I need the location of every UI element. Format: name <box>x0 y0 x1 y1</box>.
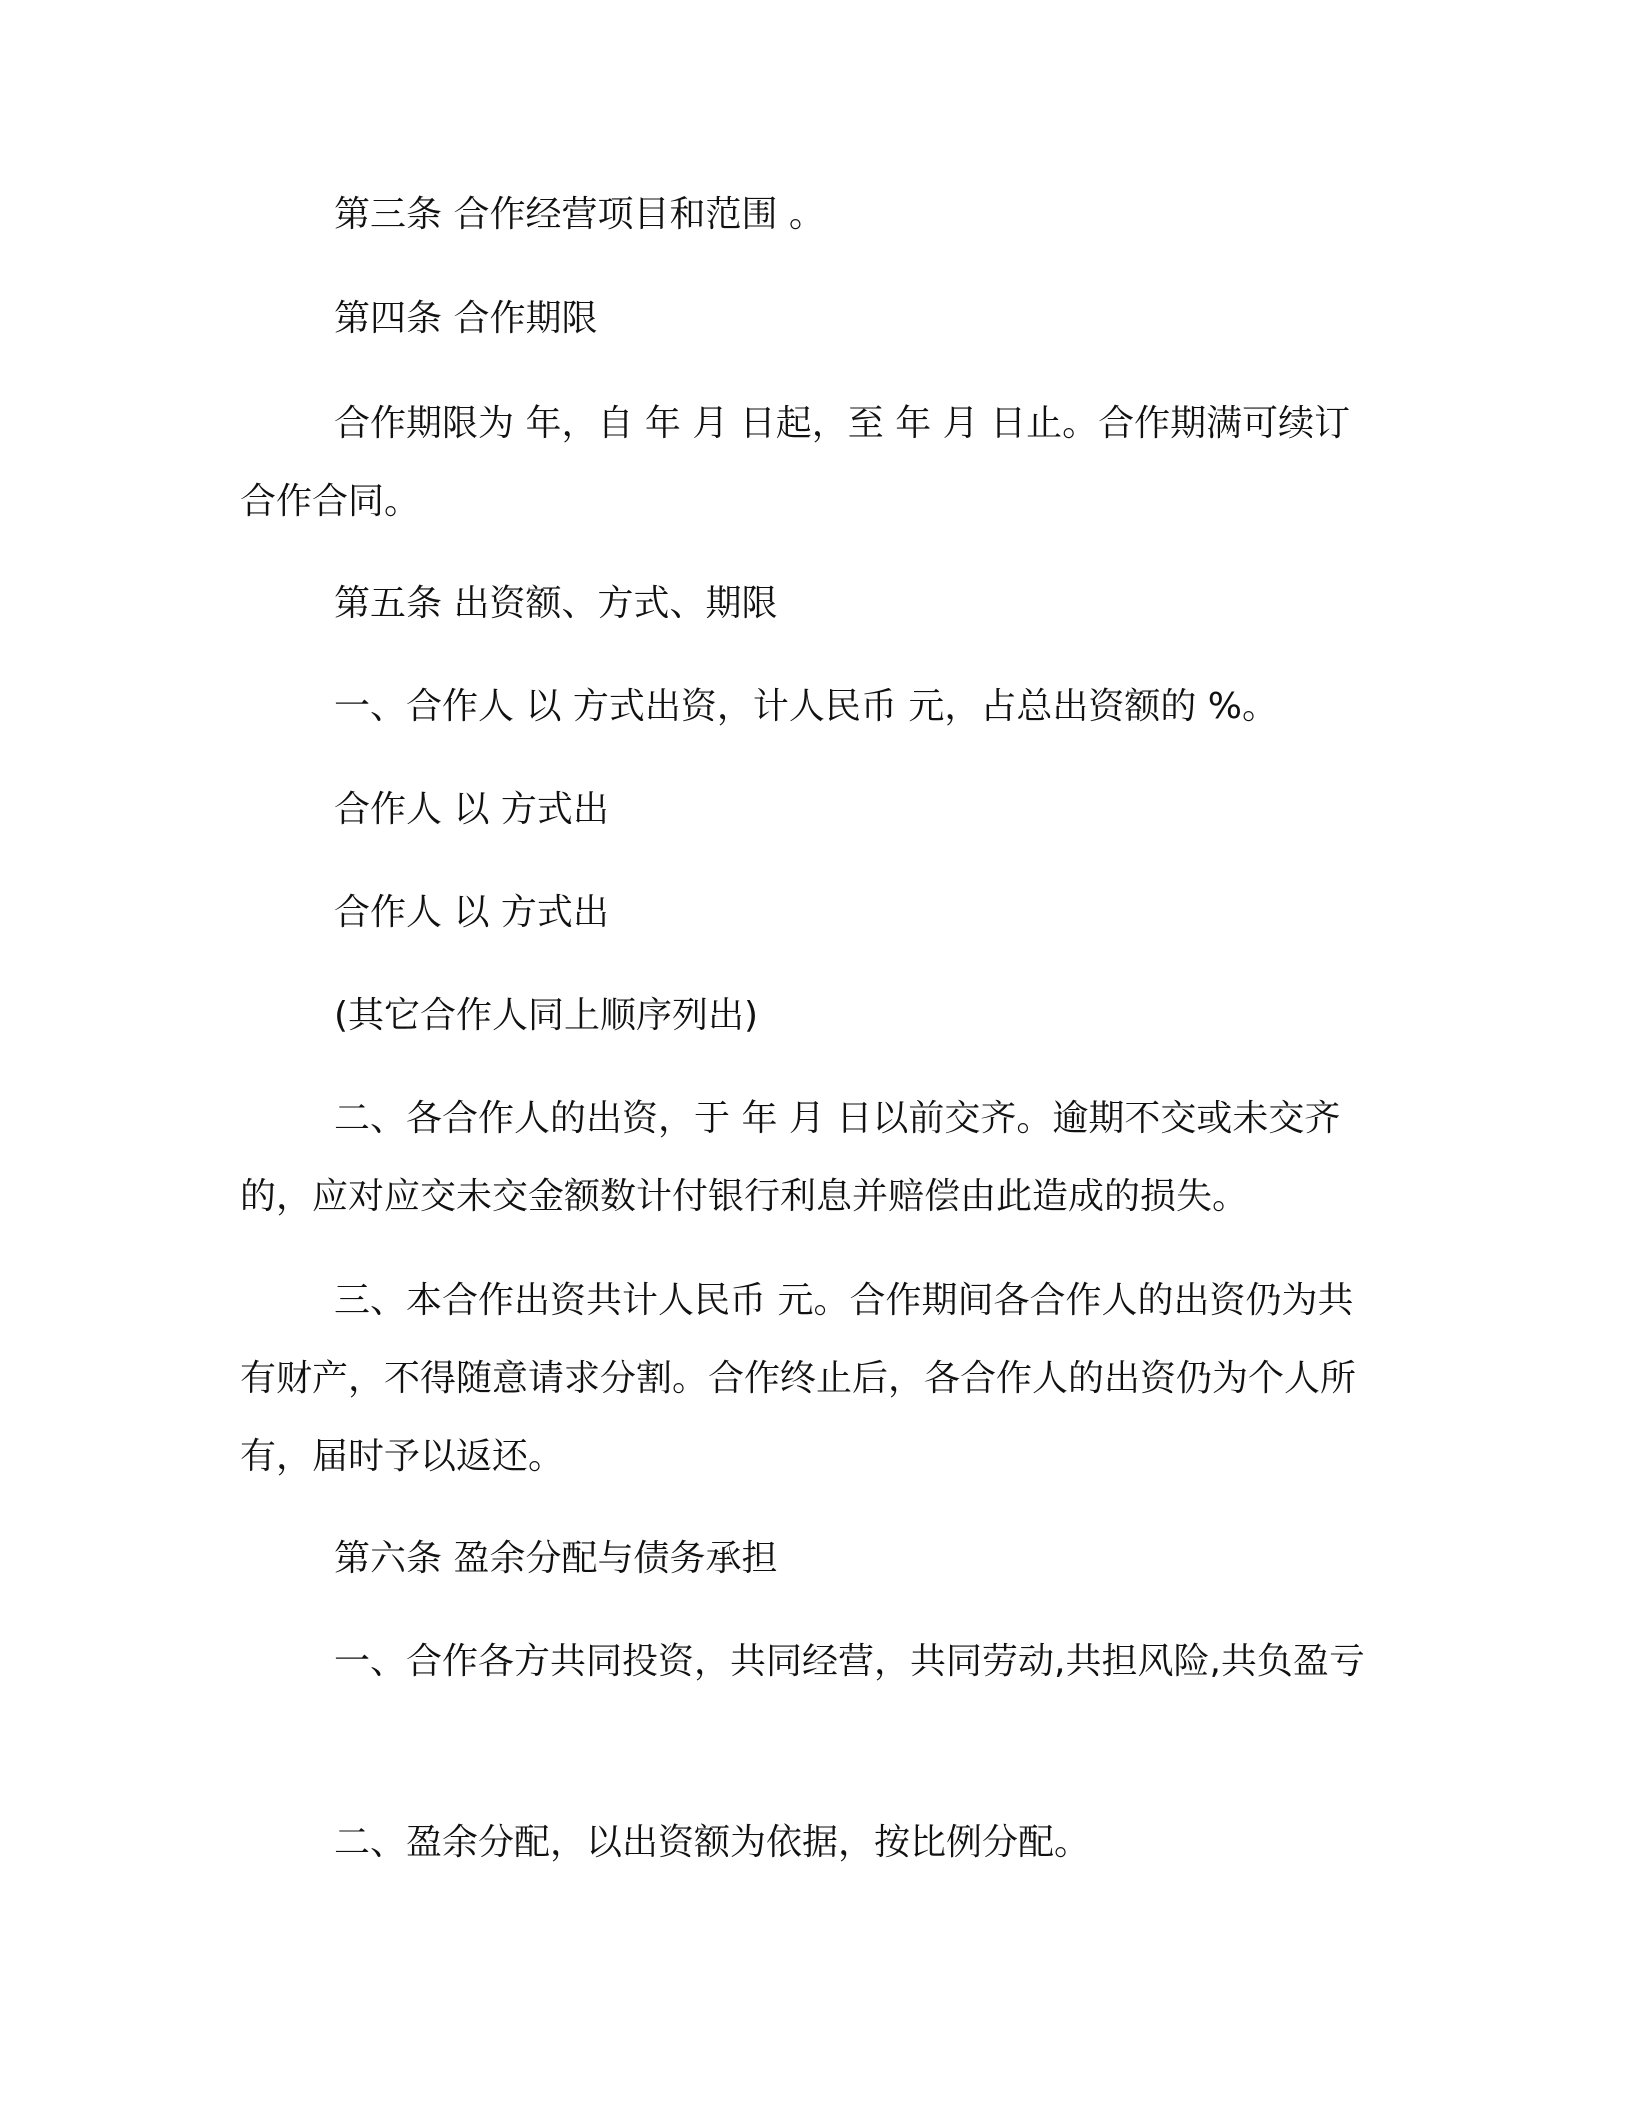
partner-line-1: 合作人 以 方式出 <box>334 789 609 830</box>
contribution-clause-1: 一、合作人 以 方式出资，计人民币 元，占总出资额的 %。 <box>334 686 1278 727</box>
article-4-heading: 第四条 合作期限 <box>334 298 598 339</box>
profit-clause-2: 二、盈余分配，以出资额为依据，按比例分配。 <box>334 1822 1091 1863</box>
term-paragraph: 合作期限为 年，自 年 月 日起，至 年 月 日止。合作期满可续订合作合同。 <box>240 403 1351 522</box>
article-3-heading: 第三条 合作经营项目和范围 。 <box>334 194 825 235</box>
article-6-heading: 第六条 盈余分配与债务承担 <box>334 1538 778 1579</box>
other-partners-note: (其它合作人同上顺序列出) <box>334 995 759 1036</box>
article-5-heading: 第五条 出资额、方式、期限 <box>334 583 778 624</box>
contribution-clause-3: 三、本合作出资共计人民币 元。合作期间各合作人的出资仍为共有财产，不得随意请求分割。合作终止后，各合作人的出资仍为个人所有，届时予以返还。 <box>240 1280 1357 1477</box>
contribution-clause-2: 二、各合作人的出资，于 年 月 日以前交齐。逾期不交或未交齐的，应对应交未交金额数计付银行利息并赔偿由此造成的损失。 <box>240 1098 1341 1217</box>
partner-line-2: 合作人 以 方式出 <box>334 892 609 933</box>
profit-clause-1: 一、合作各方共同投资，共同经营，共同劳动,共担风险,共负盈亏 <box>334 1641 1365 1682</box>
